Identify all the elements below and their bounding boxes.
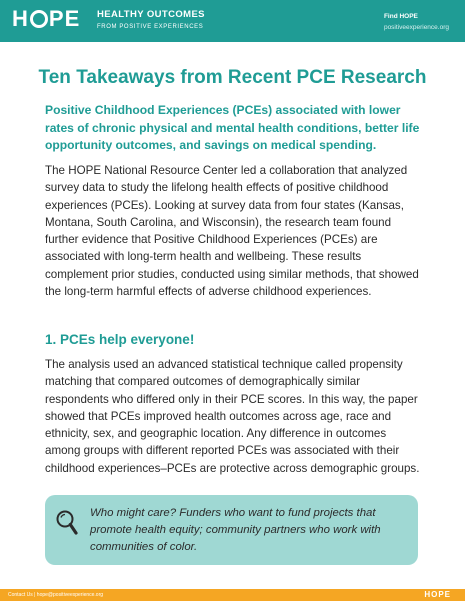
find-hope-block	[384, 12, 449, 33]
tagline-line2: FROM POSITIVE EXPERIENCES	[97, 24, 204, 30]
footer-contact[interactable]: Contact Us | hope@positiveexperience.org	[8, 592, 104, 598]
header-bar	[0, 0, 465, 42]
logo-o-ring-icon	[30, 10, 48, 28]
logo-letters-pe: PE	[48, 6, 81, 31]
page-title: Ten Takeaways from Recent PCE Research	[38, 67, 427, 88]
intro-paragraph: The HOPE National Resource Center led a collaboration that analyzed survey data to study the lifelong health effects of positive childhood experiences (PCEs). Looking at survey data from four states (Kansas, Montana, South Carolina, and Wisconsin), the research team found further evidence that Positive Childhood Experiences (PCEs) are associated with long-term health and wellbeing. These results complement prior studies, conducted using similar methods, that showed the long-term harmful effects of adverse childhood experiences.	[45, 164, 419, 299]
find-hope-link[interactable]: positiveexperience.org	[383, 24, 449, 31]
footer-bar	[0, 589, 465, 601]
page-subtitle: Positive Childhood Experiences (PCEs) associated with lower rates of chronic physical and mental health conditions, better life opportunity outcomes, and savings on medical spending.	[45, 103, 420, 152]
footer-logo: HOPE	[424, 590, 451, 599]
who-might-care-callout	[45, 495, 418, 565]
section-1-body: The analysis used an advanced statistical technique called propensity matching that compared outcomes of demographically similar respondents who differed only in their PCE scores. In this way, the paper showed that PCEs improved health outcomes across age, race and ethnicity, sex, and geographic location. Any difference in outcomes among groups with different reported PCEs was associated with their childhood experiences–PCEs are protective across demographic groups.	[45, 358, 420, 475]
tagline-line1: HEALTHY OUTCOMES	[97, 9, 205, 20]
hope-logo[interactable]	[12, 7, 80, 31]
logo-tagline	[97, 10, 205, 32]
callout-text: Who might care? Funders who want to fund projects that promote health equity; community partners who work with communities of color.	[90, 507, 381, 553]
magnifier-icon	[55, 509, 79, 537]
logo-letter-h: H	[12, 6, 29, 31]
section-1-heading: 1. PCEs help everyone!	[45, 332, 195, 347]
find-hope-label: Find HOPE	[383, 13, 418, 20]
